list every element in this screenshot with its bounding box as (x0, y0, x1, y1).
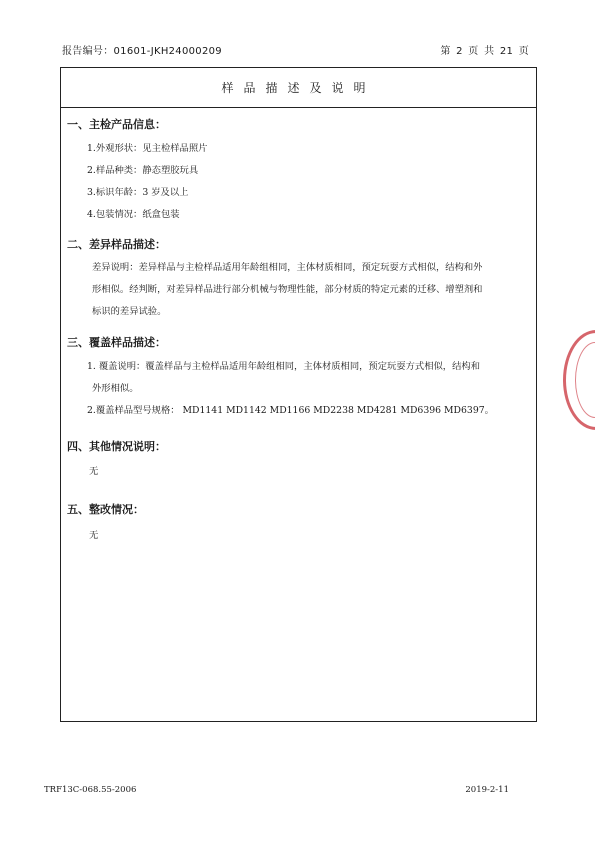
current-page: 2 (456, 46, 463, 57)
form-code: TRF13C-068.55-2006 (44, 785, 137, 795)
page-word-2: 页 (468, 46, 479, 57)
section-4-heading: 四、其他情况说明： (67, 440, 166, 453)
page-word-3: 页 (518, 46, 529, 57)
section-2-heading: 二、差异样品描述： (67, 238, 166, 251)
s1-line-1: 1.外观形状：见主检样品照片 (87, 143, 208, 154)
form-date: 2019-2-11 (465, 785, 509, 795)
page-title: 样品描述及说明 (61, 68, 536, 108)
section-5-heading: 五、整改情况： (67, 503, 144, 516)
s3-line-3: 2.覆盖样品型号规格： MD1141 MD1142 MD1166 MD2238 MD4281 MD6396 MD6397。 (87, 405, 494, 416)
s3-line-2: 外形相似。 (92, 383, 139, 394)
content-frame (60, 67, 537, 722)
report-number: 报告编号：01601-JKH24000209 (62, 46, 222, 57)
section-1-heading: 一、主检产品信息： (67, 118, 166, 131)
s2-line-1: 差异说明：差异样品与主检样品适用年龄组相同，主体材质相同，预定玩耍方式相似，结构和外 (92, 262, 483, 273)
s2-line-2: 形相似。经判断，对差异样品进行部分机械与物理性能，部分材质的特定元素的迁移、增塑剂和 (92, 284, 483, 295)
s1-line-3: 3.标识年龄：3 岁及以上 (87, 187, 189, 198)
s1-line-2: 2.样品种类：静态塑胶玩具 (87, 165, 199, 176)
s5-text: 无 (89, 530, 99, 541)
section-3-heading: 三、覆盖样品描述： (67, 336, 166, 349)
total-pages: 21 (499, 46, 514, 57)
s2-line-3: 标识的差异试验。 (92, 306, 167, 317)
page-word-1: 第 (440, 46, 451, 57)
total-word: 共 (484, 46, 495, 57)
s3-line-1: 1. 覆盖说明：覆盖样品与主检样品适用年龄组相同，主体材质相同，预定玩耍方式相似，结构和 (87, 361, 480, 372)
page-indicator (438, 42, 529, 57)
s1-line-4: 4.包装情况：纸盒包装 (87, 209, 180, 220)
s4-text: 无 (89, 466, 99, 477)
